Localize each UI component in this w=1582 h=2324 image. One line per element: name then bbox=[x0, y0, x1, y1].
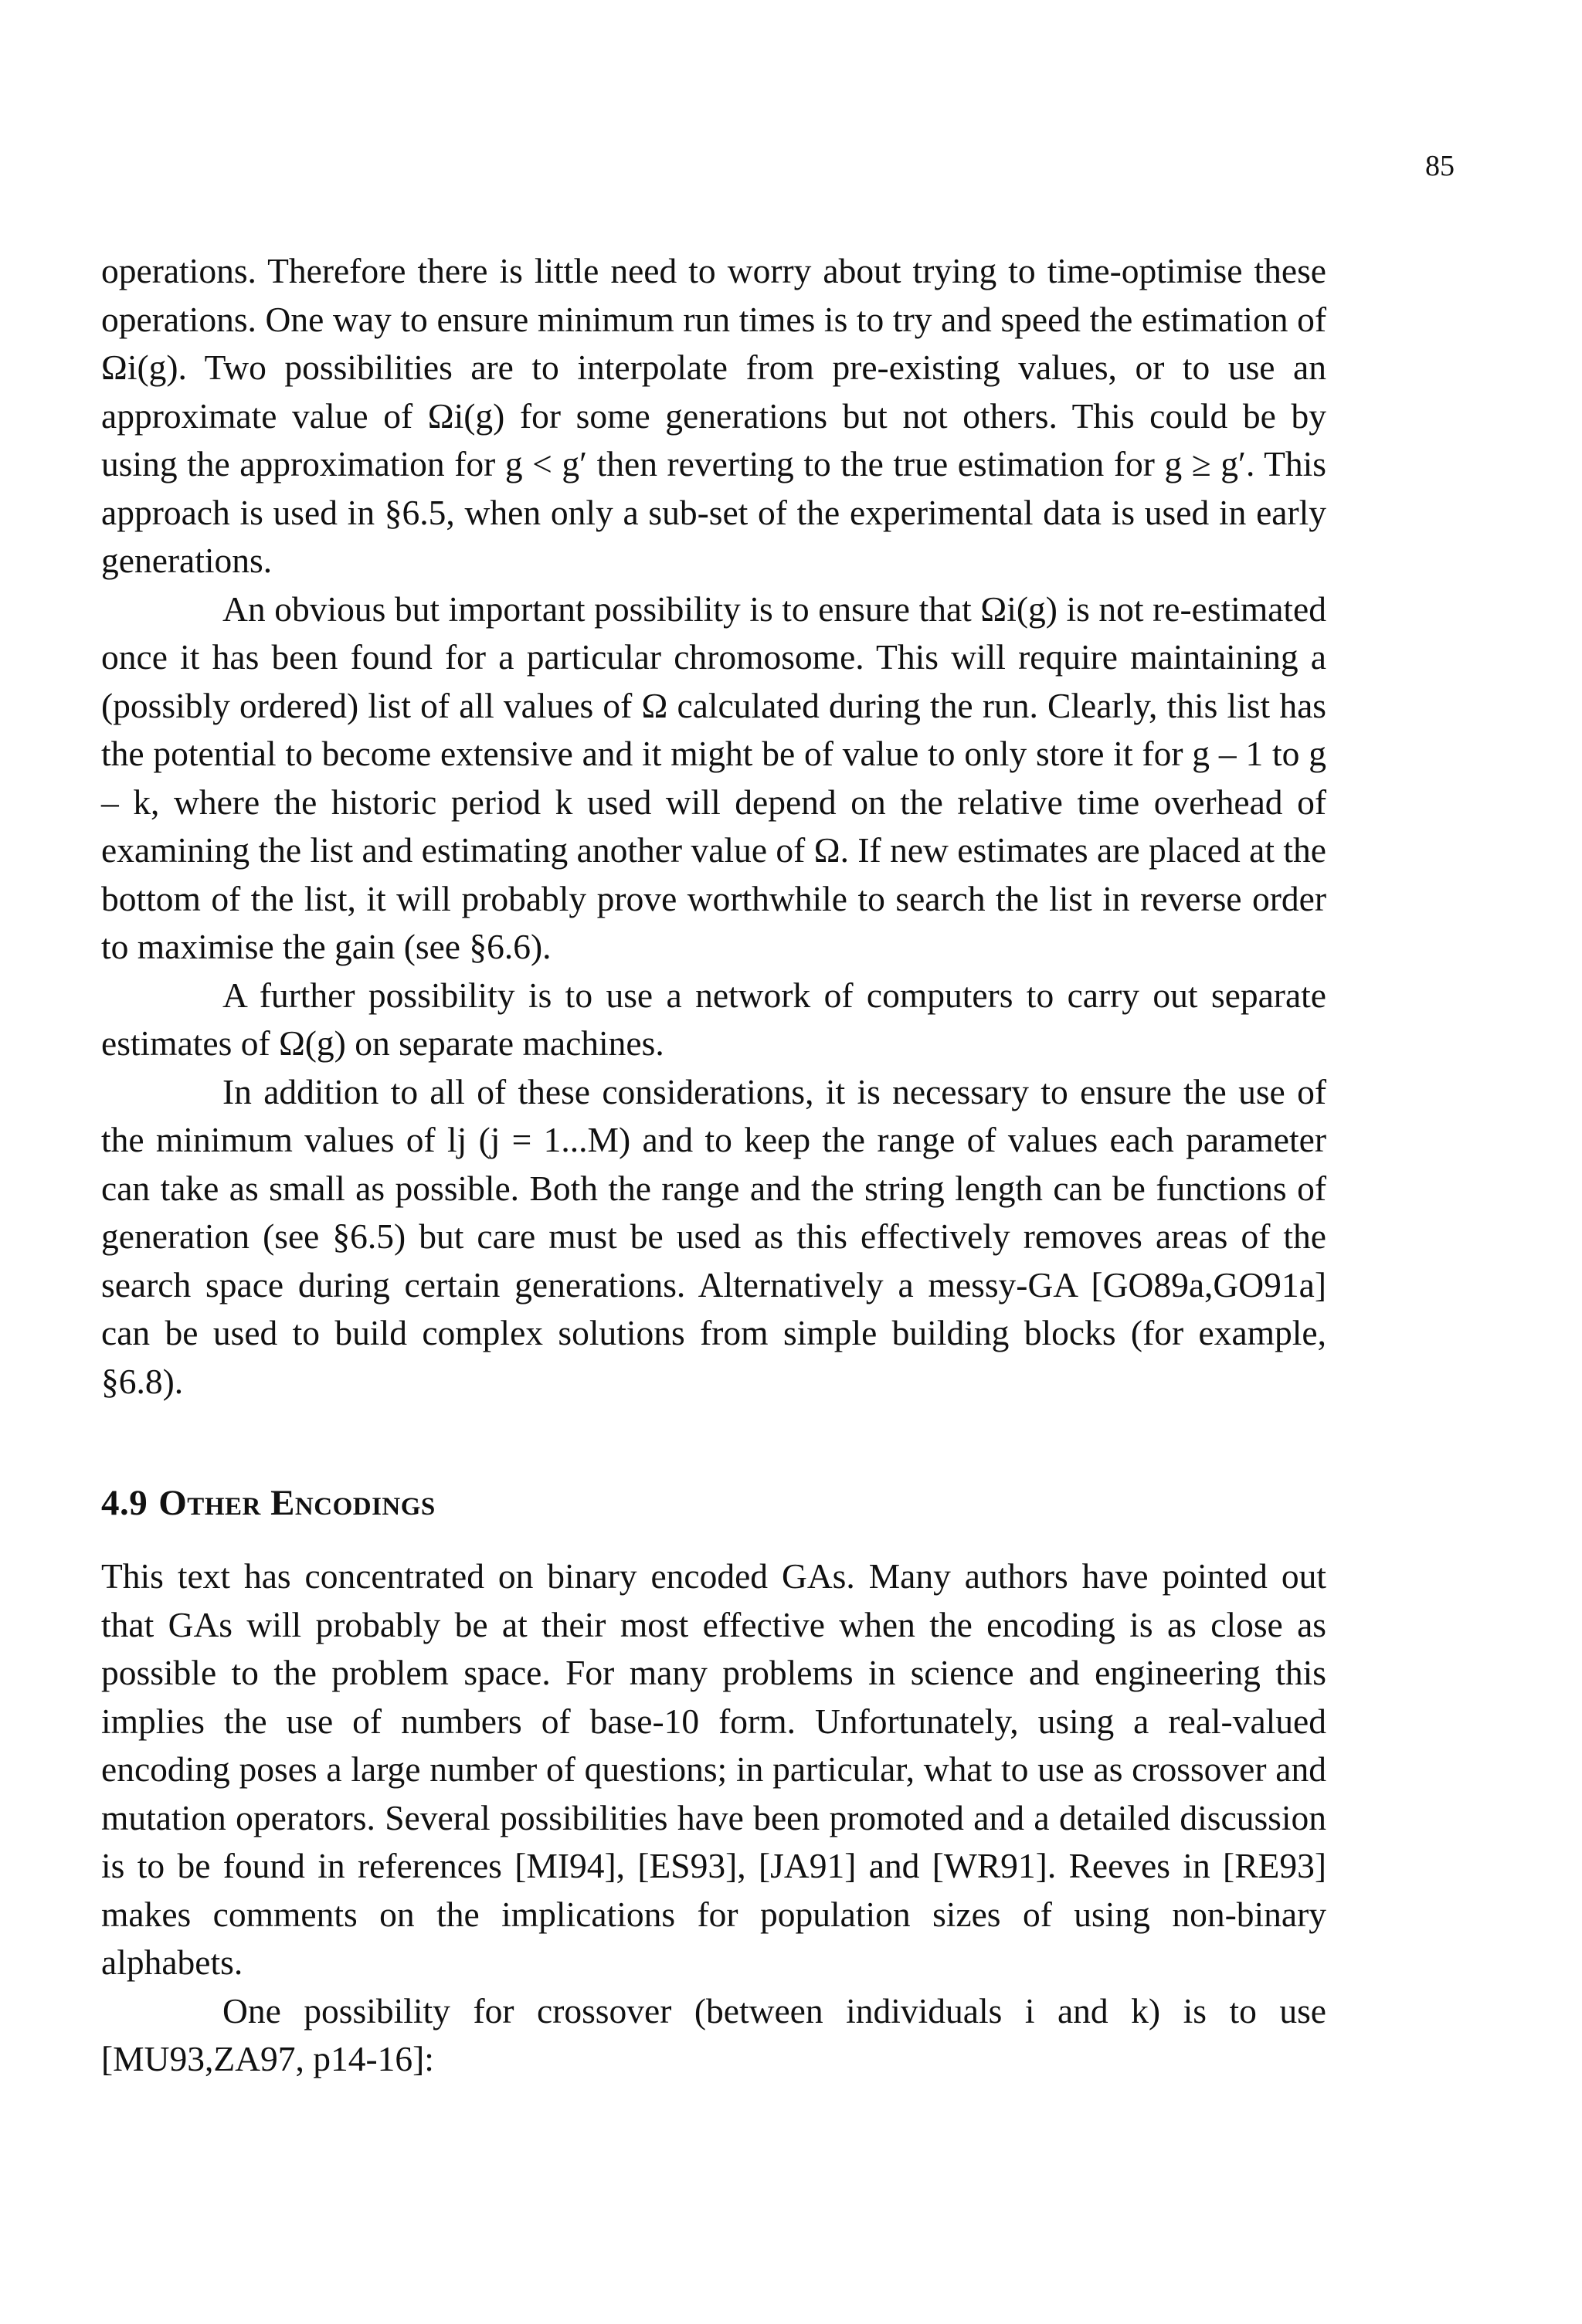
paragraph: operations. Therefore there is little need to worry about trying to time-optimise these operations. One way to ensure minimum run times is to try and speed the estimation of Ωi(g). Two possibilities are to interpolate from pre-existing values, or to use an approximate value of Ωi(g) for some generations but not others. This could be by using the approximation for g < g′ then reverting to the true estimation for g ≥ g′. This approach is used in §6.5, when only a sub-set of the experimental data is used in early generations. bbox=[101, 251, 1326, 580]
page-body bbox=[101, 247, 1326, 2084]
section-title: Other Encodings bbox=[158, 1483, 436, 1523]
paragraph: In addition to all of these considerations, it is necessary to ensure the use of the minimum values of lj (j = 1...M) and to keep the range of values each parameter can take as small as possible. Both the range and the string length can be functions of generation (see §6.5) but care must be used as this effectively removes areas of the search space during certain generations. Alternatively a messy-GA [GO89a,GO91a] can be used to build complex solutions from simple building blocks (for example, §6.8). bbox=[101, 1071, 1326, 1401]
paragraph: A further possibility is to use a network of computers to carry out separate estimates of Ω(g) on separate machines. bbox=[101, 975, 1326, 1063]
section-number: 4.9 bbox=[101, 1483, 148, 1523]
page-number: 85 bbox=[1425, 150, 1455, 182]
paragraph: An obvious but important possibility is to ensure that Ωi(g) is not re-estimated once it has been found for a particular chromosome. This will require maintaining a (possibly ordered) list of all values of Ω calculated during the run. Clearly, this list has the potential to become extensive and it might be of value to only store it for g – 1 to g – k, where the historic period k used will depend on the relative time overhead of examining the list and estimating another value of Ω. If new estimates are placed at the bottom of the list, it will probably prove worthwhile to search the list in reverse order to maximise the gain (see §6.6). bbox=[101, 589, 1326, 966]
section-heading bbox=[101, 1480, 1326, 1526]
paragraph: This text has concentrated on binary encoded GAs. Many authors have pointed out that GAs will probably be at their most effective when the encoding is as close as possible to the problem space. For many problems in science and engineering this implies the use of numbers of base-10 form. Unfortunately, using a real-valued encoding poses a large number of questions; in particular, what to use as crossover and mutation operators. Several possibilities have been promoted and a detailed discussion is to be found in references [MI94], [ES93], [JA91] and [WR91]. Reeves in [RE93] makes comments on the implications for population sizes of using non-binary alphabets. bbox=[101, 1556, 1326, 1982]
paragraph: One possibility for crossover (between individuals i and k) is to use [MU93,ZA97, p14-16]: bbox=[101, 1990, 1326, 2078]
